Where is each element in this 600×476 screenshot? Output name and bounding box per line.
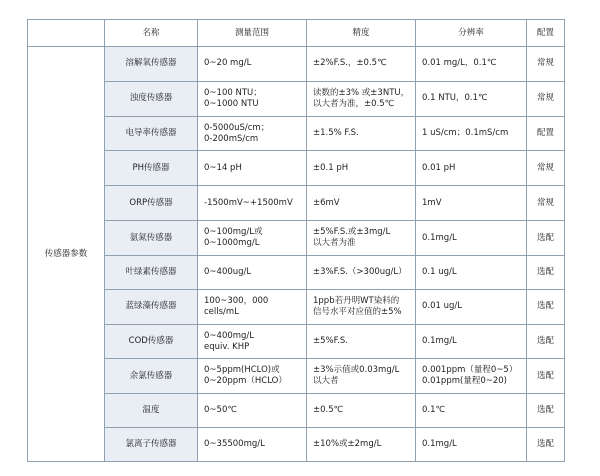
configuration: 选配 (527, 289, 565, 324)
sensor-name: PH传感器 (105, 151, 198, 186)
resolution: 0.1 NTU，0.1℃ (416, 81, 527, 116)
configuration: 常规 (527, 47, 565, 82)
measurement-range: 0~100 NTU； 0~1000 NTU (198, 81, 307, 116)
accuracy: ±5%F.S. (307, 324, 416, 359)
measurement-range: 0~20 mg/L (198, 47, 307, 82)
configuration: 选配 (527, 221, 565, 256)
configuration: 常规 (527, 151, 565, 186)
configuration: 选配 (527, 428, 565, 462)
resolution: 0.1 ug/L (416, 255, 527, 289)
header-accuracy: 精度 (307, 20, 416, 47)
table-row (28, 186, 565, 221)
resolution: 0.01 pH (416, 151, 527, 186)
accuracy: ±1.5% F.S. (307, 116, 416, 151)
accuracy: 1ppb若丹明WT染料的 信号水平对应值的±5% (307, 289, 416, 324)
accuracy: ±5%F.S.或±3mg/L 以大者为准 (307, 221, 416, 256)
accuracy: ±6mV (307, 186, 416, 221)
table-row (28, 81, 565, 116)
measurement-range: -1500mV~+1500mV (198, 186, 307, 221)
table-row (28, 324, 565, 359)
table-row (28, 151, 565, 186)
measurement-range: 0-5000uS/cm； 0-200mS/cm (198, 116, 307, 151)
measurement-range: 0~35500mg/L (198, 428, 307, 462)
sensor-name: COD传感器 (105, 324, 198, 359)
header-range: 测量范围 (198, 20, 307, 47)
measurement-range: 0~50℃ (198, 394, 307, 428)
sensor-parameter-table (27, 19, 565, 462)
configuration: 选配 (527, 359, 565, 394)
sensor-name: 叶绿素传感器 (105, 255, 198, 289)
header-config: 配置 (527, 20, 565, 47)
accuracy: 读数的±3% 或±3NTU， 以大者为准，±0.5℃ (307, 81, 416, 116)
measurement-range: 0~400mg/L equiv. KHP (198, 324, 307, 359)
resolution: 0.01 mg/L，0.1℃ (416, 47, 527, 82)
resolution: 0.1mg/L (416, 221, 527, 256)
resolution: 1mV (416, 186, 527, 221)
resolution: 0.1mg/L (416, 428, 527, 462)
sensor-name: 电导率传感器 (105, 116, 198, 151)
measurement-range: 0~5ppm(HCLO)或 0~20ppm（HCLO） (198, 359, 307, 394)
category-label: 传感器参数 (28, 47, 105, 462)
sensor-name: 浊度传感器 (105, 81, 198, 116)
table-row (28, 428, 565, 462)
table-body (28, 47, 565, 462)
configuration: 选配 (527, 394, 565, 428)
sensor-name: 氯离子传感器 (105, 428, 198, 462)
configuration: 常规 (527, 81, 565, 116)
configuration: 常规 (527, 186, 565, 221)
accuracy: ±2%F.S.，±0.5℃ (307, 47, 416, 82)
sensor-name: 温度 (105, 394, 198, 428)
table-row (28, 221, 565, 256)
accuracy: ±0.1 pH (307, 151, 416, 186)
header-name: 名称 (105, 20, 198, 47)
table-row (28, 116, 565, 151)
table-row (28, 255, 565, 289)
resolution: 0.1℃ (416, 394, 527, 428)
sensor-name: 氨氮传感器 (105, 221, 198, 256)
sensor-name: 溶解氧传感器 (105, 47, 198, 82)
measurement-range: 0~100mg/L或 0~1000mg/L (198, 221, 307, 256)
table-row (28, 359, 565, 394)
accuracy: ±3%F.S.（>300ug/L） (307, 255, 416, 289)
configuration: 选配 (527, 255, 565, 289)
sensor-name: ORP传感器 (105, 186, 198, 221)
table-row (28, 47, 565, 82)
resolution: 1 uS/cm；0.1mS/cm (416, 116, 527, 151)
header-resolution: 分辨率 (416, 20, 527, 47)
resolution: 0.1mg/L (416, 324, 527, 359)
measurement-range: 100~300，000 cells/mL (198, 289, 307, 324)
table-header-row (28, 20, 565, 47)
resolution: 0.001ppm（量程0~5） 0.01ppm(量程0~20) (416, 359, 527, 394)
header-blank-cell (28, 20, 105, 47)
table-row (28, 289, 565, 324)
table-row (28, 394, 565, 428)
sensor-name: 蓝绿藻传感器 (105, 289, 198, 324)
measurement-range: 0~400ug/L (198, 255, 307, 289)
sensor-name: 余氯传感器 (105, 359, 198, 394)
configuration: 选配 (527, 324, 565, 359)
accuracy: ±10%或±2mg/L (307, 428, 416, 462)
configuration: 配置 (527, 116, 565, 151)
accuracy: ±3%示值或0.03mg/L 以大者 (307, 359, 416, 394)
accuracy: ±0.5℃ (307, 394, 416, 428)
measurement-range: 0~14 pH (198, 151, 307, 186)
resolution: 0.01 ug/L (416, 289, 527, 324)
